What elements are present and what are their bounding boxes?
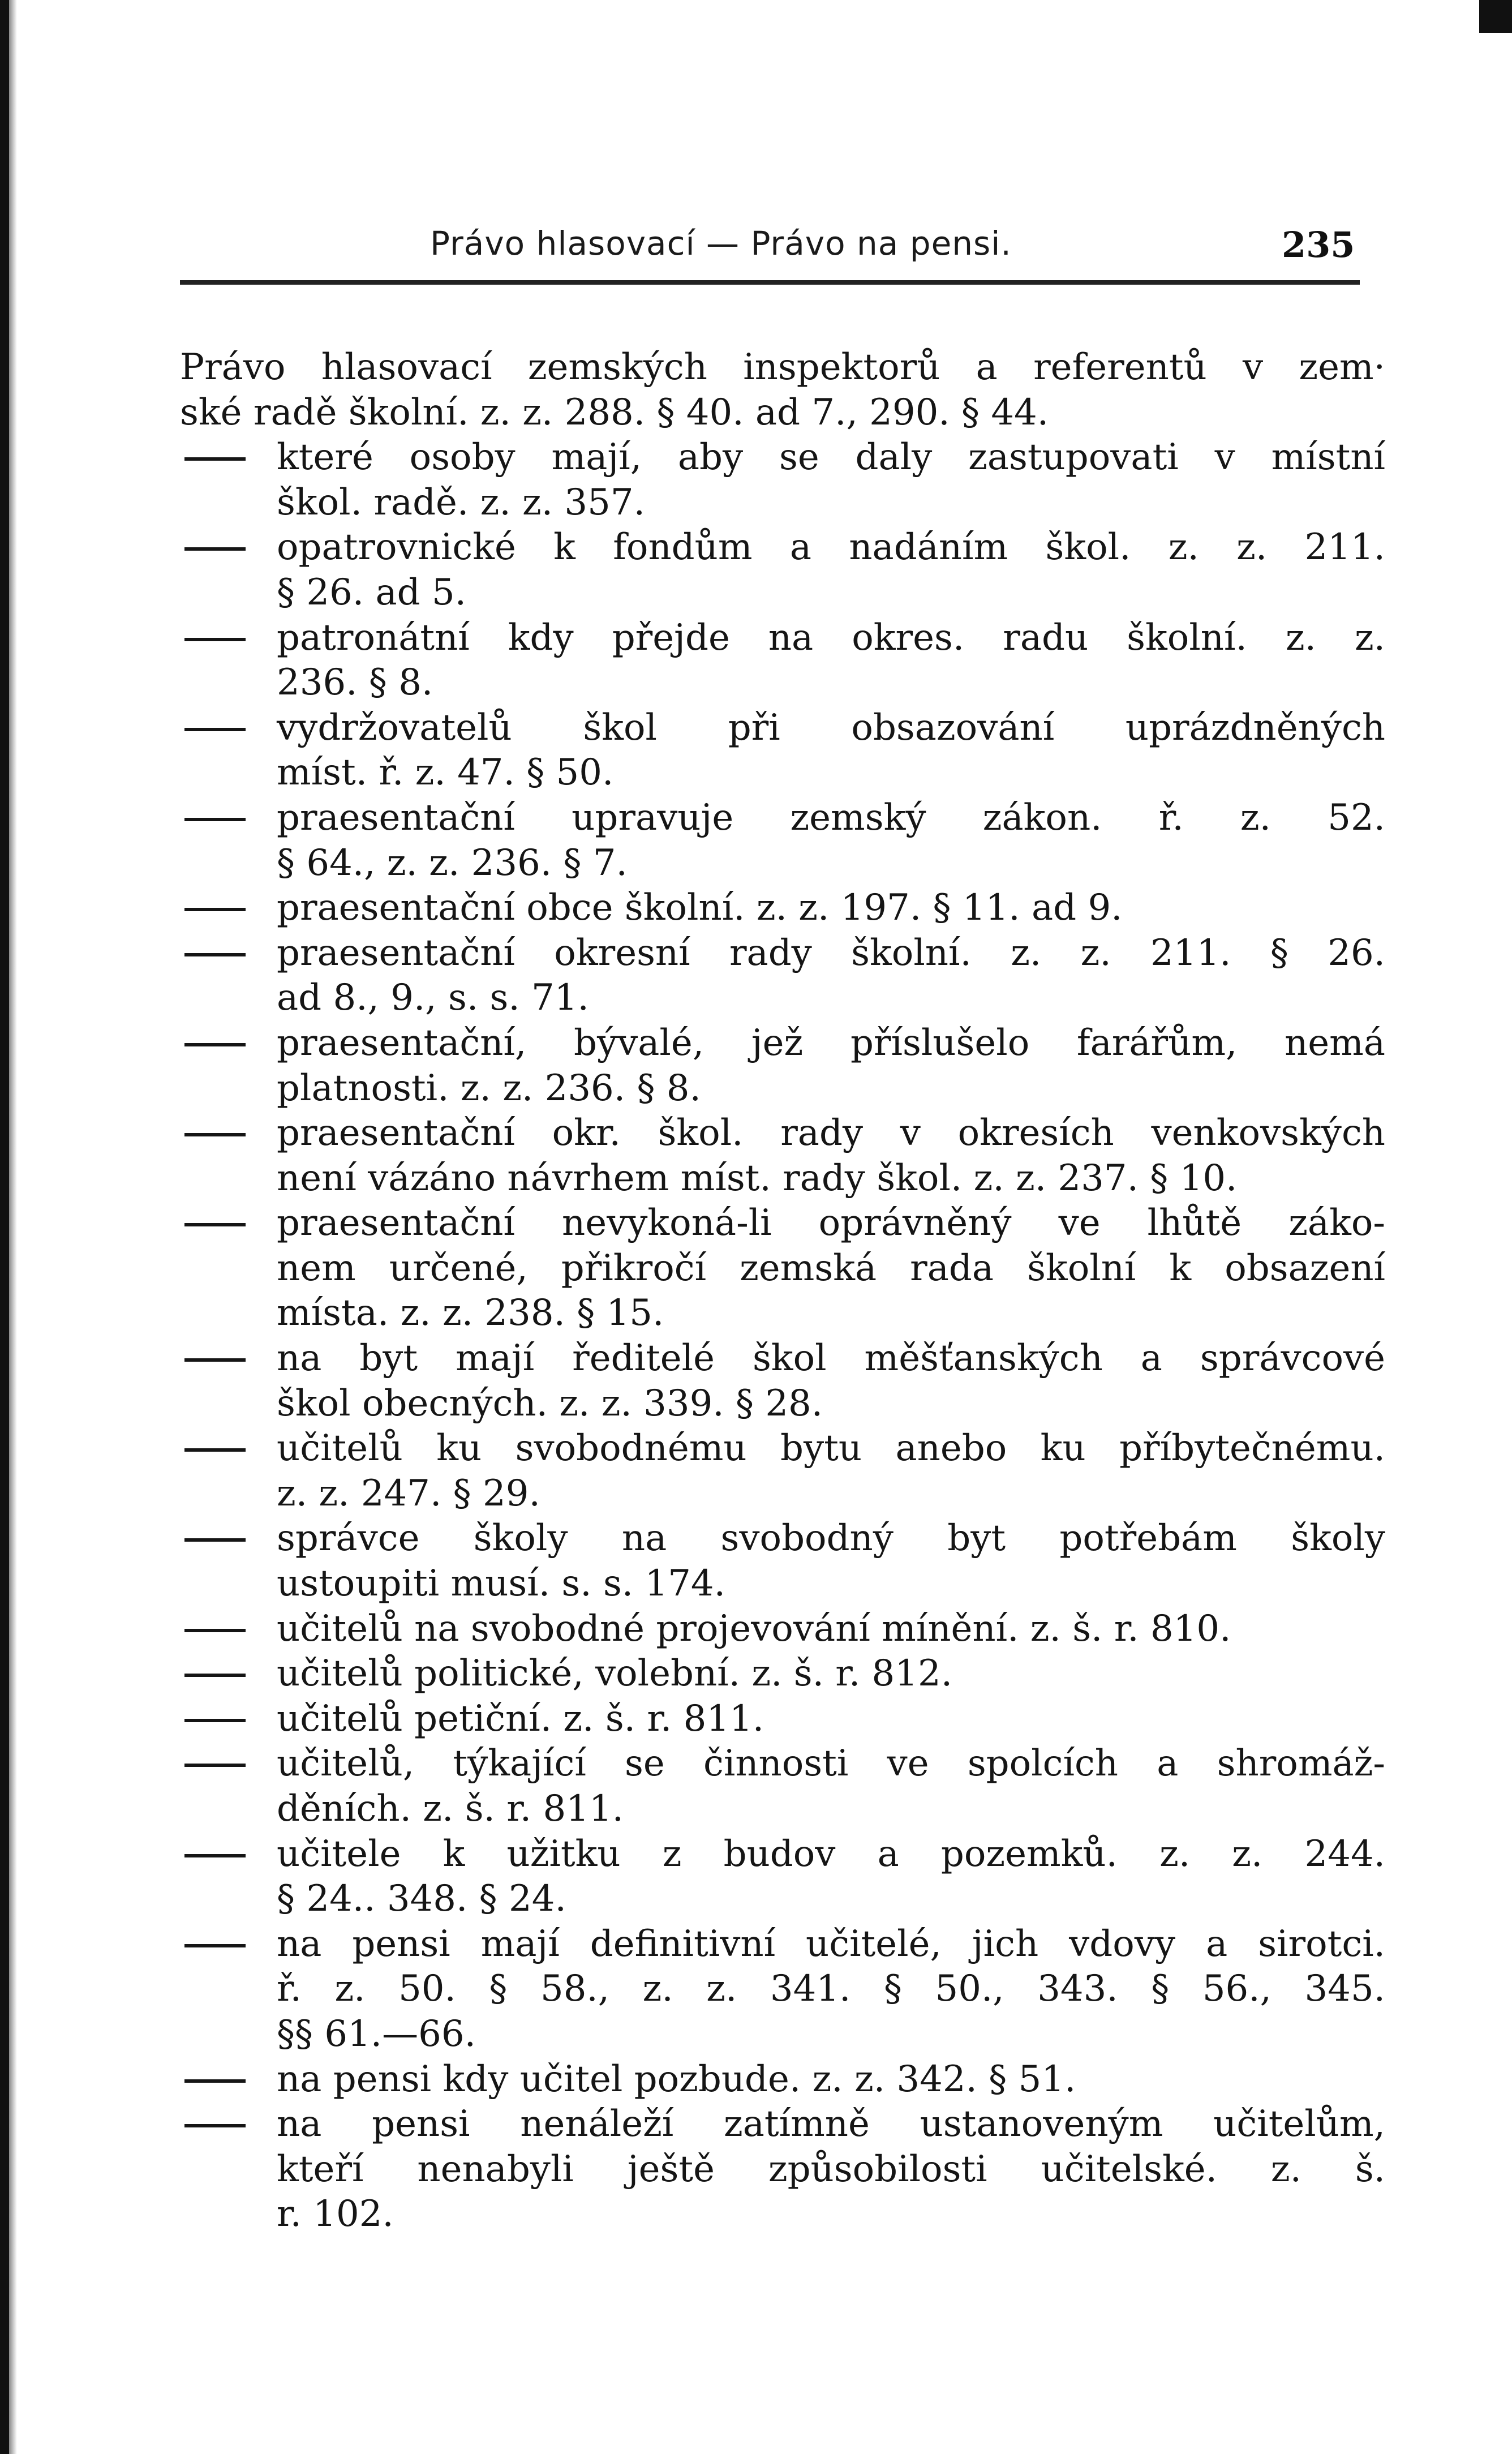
entry-text: nem určené, přikročí zemská rada školní k obsazení <box>277 1247 1385 1289</box>
entry-line <box>180 1201 1385 1246</box>
index-entry <box>180 1922 1385 2057</box>
entry-text: §§ 61.—66. <box>277 2013 476 2055</box>
entry-text: na byt mají ředitelé škol měšťanských a správcové <box>277 1337 1385 1380</box>
entry-continuation-line <box>180 841 1385 886</box>
page-binding-shadow <box>9 0 17 2454</box>
index-entry <box>180 706 1385 796</box>
entry-continuation-line <box>180 2147 1385 2193</box>
index-entry <box>180 345 1385 435</box>
entry-text: § 64., z. z. 236. § 7. <box>277 842 628 884</box>
page-binding-edge <box>0 0 9 2454</box>
entry-text: platnosti. z. z. 236. § 8. <box>277 1067 701 1109</box>
entry-text: míst. ř. z. 47. § 50. <box>277 752 614 794</box>
entry-line <box>180 1741 1385 1787</box>
entry-line <box>180 435 1385 480</box>
entry-continuation-line <box>180 1561 1385 1607</box>
entry-text: učitelů politické, volební. z. š. r. 812. <box>277 1653 953 1695</box>
entry-text: 236. § 8. <box>277 662 433 704</box>
entry-line <box>180 1607 1385 1652</box>
entry-text: praesentační okresní rady školní. z. z. 211. § 26. <box>277 932 1385 974</box>
entry-line <box>180 1426 1385 1471</box>
entry-text: kteří nenabyli ještě způsobilosti učitelské. z. š. <box>277 2148 1385 2190</box>
index-entry <box>180 1021 1385 1111</box>
index-entry <box>180 1426 1385 1516</box>
entry-continuation-line <box>180 750 1385 796</box>
scan-corner-mark <box>1479 0 1512 33</box>
entry-text: učitele k užitku z budov a pozemků. z. z. 244. <box>277 1833 1385 1875</box>
entry-continuation-line <box>180 1156 1385 1202</box>
entry-line <box>180 931 1385 976</box>
entry-text: praesentační, bývalé, jež příslušelo farářům, nemá <box>277 1022 1385 1064</box>
index-entry <box>180 525 1385 615</box>
entry-text: škol obecných. z. z. 339. § 28. <box>277 1382 823 1425</box>
entry-text: na pensi mají definitivní učitelé, jich vdovy a sirotci. <box>277 1923 1385 1965</box>
entry-continuation-line <box>180 2012 1385 2057</box>
entry-line <box>180 1832 1385 1877</box>
entry-text: není vázáno návrhem míst. rady škol. z. z. 237. § 10. <box>277 1157 1238 1199</box>
entry-continuation-line <box>180 1877 1385 1922</box>
entry-continuation-line <box>180 1787 1385 1832</box>
entry-text: § 26. ad 5. <box>277 571 466 614</box>
entry-text: učitelů, týkající se činnosti ve spolcích a shromáž- <box>277 1743 1385 1785</box>
index-entry <box>180 1607 1385 1652</box>
entry-text: ustoupiti musí. s. s. 174. <box>277 1563 725 1605</box>
entry-text: praesentační okr. škol. rady v okresích venkovských <box>277 1112 1385 1155</box>
entry-continuation-line <box>180 976 1385 1021</box>
entry-text: vydržovatelů škol při obsazování uprázdněných <box>277 706 1385 749</box>
entry-continuation-line <box>180 1066 1385 1112</box>
entry-continuation-line <box>180 391 1385 436</box>
entry-line <box>180 1336 1385 1382</box>
entry-text: Právo hlasovací zemských inspektorů a referentů v zem· <box>180 346 1385 388</box>
entry-text: učitelů ku svobodnému bytu anebo ku příbytečnému. <box>277 1427 1385 1470</box>
entry-line <box>180 525 1385 570</box>
index-entry <box>180 1832 1385 1922</box>
entry-text: r. 102. <box>277 2193 394 2236</box>
entry-line <box>180 1516 1385 1561</box>
entry-text: praesentační nevykoná-li oprávněný ve lhůtě záko- <box>277 1202 1385 1245</box>
index-entry <box>180 1111 1385 1201</box>
entry-text: na pensi kdy učitel pozbude. z. z. 342. § 51. <box>277 2058 1076 2100</box>
entry-line <box>180 886 1385 931</box>
entry-line <box>180 796 1385 841</box>
entry-text: ad 8., 9., s. s. 71. <box>277 977 589 1019</box>
entry-text: ské radě školní. z. z. 288. § 40. ad 7., 290. § 44. <box>180 391 1049 434</box>
entry-text: děních. z. š. r. 811. <box>277 1788 624 1830</box>
index-entry <box>180 1741 1385 1831</box>
entry-text: ř. z. 50. § 58., z. z. 341. § 50., 343. § 56., 345. <box>277 1968 1385 2010</box>
header-rule <box>180 280 1360 285</box>
entry-line <box>180 1021 1385 1066</box>
entry-text: z. z. 247. § 29. <box>277 1472 540 1515</box>
entry-text: praesentační obce školní. z. z. 197. § 11. ad 9. <box>277 887 1123 929</box>
index-entry <box>180 435 1385 525</box>
entry-text: škol. radě. z. z. 357. <box>277 481 645 524</box>
entry-text: které osoby mají, aby se daly zastupovati v místní <box>277 436 1385 479</box>
entry-text: praesentační upravuje zemský zákon. ř. z. 52. <box>277 796 1385 839</box>
running-title: Právo hlasovací — Právo na pensi. <box>430 224 1012 263</box>
entry-text: opatrovnické k fondům a nadáním škol. z. z. 211. <box>277 526 1385 569</box>
entry-text: § 24.. 348. § 24. <box>277 1878 566 1920</box>
entry-line <box>180 1111 1385 1156</box>
entry-continuation-line <box>180 570 1385 616</box>
entry-line <box>180 1922 1385 1967</box>
entry-text: správce školy na svobodný byt potřebám školy <box>277 1517 1385 1560</box>
index-entry <box>180 1201 1385 1336</box>
index-entries <box>180 345 1385 2237</box>
entry-continuation-line <box>180 480 1385 526</box>
entry-continuation-line <box>180 1967 1385 2012</box>
entry-line <box>180 2057 1385 2103</box>
entry-text: místa. z. z. 238. § 15. <box>277 1292 664 1335</box>
entry-line <box>180 1651 1385 1697</box>
index-entry <box>180 1697 1385 1742</box>
entry-line <box>180 1697 1385 1742</box>
entry-continuation-line <box>180 2192 1385 2237</box>
index-entry <box>180 931 1385 1021</box>
entry-continuation-line <box>180 1471 1385 1517</box>
index-entry <box>180 1651 1385 1697</box>
index-entry <box>180 2102 1385 2237</box>
index-entry <box>180 796 1385 886</box>
entry-continuation-line <box>180 1382 1385 1427</box>
entry-text: na pensi nenáleží zatímně ustanoveným učitelům, <box>277 2103 1385 2146</box>
entry-line <box>180 2102 1385 2147</box>
entry-continuation-line <box>180 660 1385 706</box>
entry-line <box>180 706 1385 751</box>
entry-text: učitelů petiční. z. š. r. 811. <box>277 1697 764 1740</box>
entry-text: učitelů na svobodné projevování mínění. z. š. r. 810. <box>277 1607 1231 1650</box>
index-entry <box>180 2057 1385 2103</box>
entry-continuation-line <box>180 1291 1385 1336</box>
index-entry <box>180 886 1385 931</box>
entry-line <box>180 345 1385 391</box>
entry-line <box>180 616 1385 661</box>
page-number: 235 <box>1282 224 1355 265</box>
index-entry <box>180 616 1385 706</box>
entry-continuation-line <box>180 1246 1385 1292</box>
index-entry <box>180 1336 1385 1426</box>
index-entry <box>180 1516 1385 1606</box>
entry-text: patronátní kdy přejde na okres. radu školní. z. z. <box>277 616 1385 659</box>
